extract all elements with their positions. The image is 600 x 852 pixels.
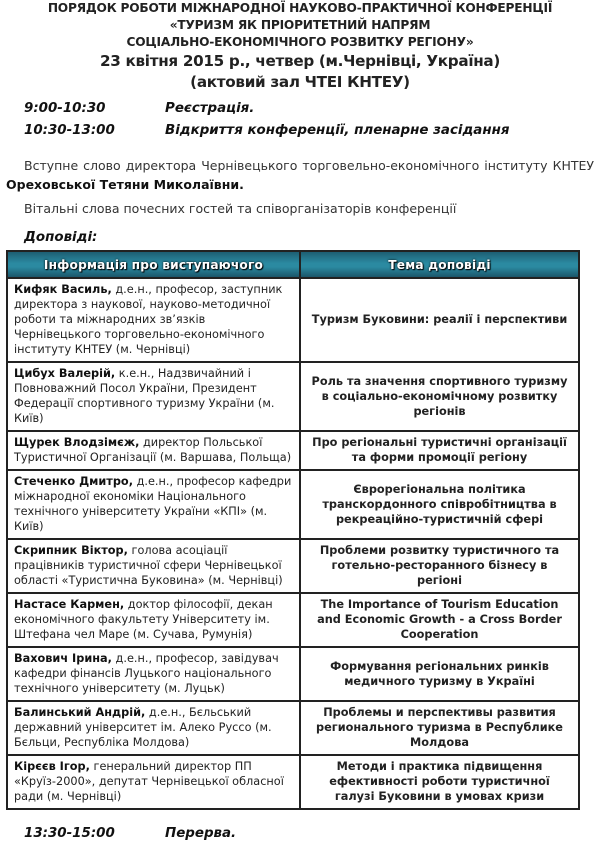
report-topic-cell: Про регіональні туристичні організації та форми промоції регіону: [300, 431, 579, 470]
speaker-info-cell: [7, 431, 300, 470]
report-topic-cell: Формування регіональних ринків медичного туризму в Україні: [300, 647, 579, 701]
table-row: [7, 431, 579, 470]
schedule-time: 13:30-15:00: [24, 826, 115, 841]
table-row: [7, 647, 579, 701]
conference-title-line-1: ПОРЯДОК РОБОТИ МІЖНАРОДНОЇ НАУКОВО-ПРАКТИЧНОЇ КОНФЕРЕНЦІЇ: [47, 1, 553, 15]
speaker-info-cell: [7, 701, 300, 755]
speaker-name: Настасе Кармен,: [14, 598, 125, 611]
opening-speech-paragraph: [0, 156, 600, 194]
reports-heading: Доповіді:: [24, 230, 98, 245]
report-topic-cell: Проблемы и перспективы развития регионального туризма в Республике Молдова: [300, 701, 579, 755]
conference-date: 23 квітня 2015 р., четвер (м.Чернівці, Україна): [99, 52, 501, 70]
speakers-table: [6, 250, 580, 810]
conference-venue: (актовий зал ЧТЕІ КНТЕУ): [190, 73, 410, 91]
schedule-time: 10:30-13:00: [24, 123, 115, 138]
schedule-event: Реєстрація.: [165, 101, 255, 116]
speaker-info-cell: [7, 539, 300, 593]
speaker-info-cell: [7, 470, 300, 539]
speaker-name: Цибух Валерій,: [14, 367, 116, 380]
speaker-info-cell: [7, 755, 300, 809]
greetings-paragraph: Вітальні слова почесних гостей та співорганізаторів конференції: [24, 201, 457, 216]
opening-speech-text: Вступне слово директора Чернівецького торговельно-економічного інституту КНТЕУ: [24, 158, 594, 173]
schedule-item-opening: [24, 120, 600, 142]
document-header: [0, 0, 600, 93]
speaker-name: Кифяк Василь,: [14, 283, 112, 296]
schedule-item-break: [24, 824, 600, 844]
report-topic-cell: Туризм Буковини: реалії і перспективи: [300, 278, 579, 362]
schedule-event: Відкриття конференції, пленарне засідання: [165, 123, 510, 138]
speaker-info-cell: [7, 362, 300, 431]
speaker-name: Балинський Андрій,: [14, 706, 146, 719]
table-row: [7, 593, 579, 647]
report-topic-cell: Єврорегіональна політика транскордонного співробітництва в рекреаційно-туристичній сфері: [300, 470, 579, 539]
speaker-details: к.е.н., Надзвичайний і Повноважний Посол України, Президент Федерації спортивного туризму України (м. Київ): [14, 367, 275, 425]
schedule-time: 9:00-10:30: [24, 101, 106, 116]
column-header-report-topic: Тема доповіді: [300, 251, 579, 278]
speaker-info-cell: [7, 593, 300, 647]
speaker-details: д.е.н., професор, завідувач кафедри фінансів Луцького національного технічного університету (м. Луцьк): [14, 652, 279, 695]
table-row: [7, 755, 579, 809]
table-header-row: [7, 251, 579, 278]
conference-title-line-2: «ТУРИЗМ ЯК ПРІОРИТЕТНИЙ НАПРЯМ: [169, 18, 431, 32]
speaker-info-cell: [7, 647, 300, 701]
speaker-name: Щурек Влодзімєж,: [14, 436, 140, 449]
table-row: [7, 470, 579, 539]
conference-title-line-3: СОЦІАЛЬНО-ЕКОНОМІЧНОГО РОЗВИТКУ РЕГІОНУ»: [126, 35, 474, 49]
report-topic-cell: Проблеми розвитку туристичного та готельно-ресторанного бізнесу в регіоні: [300, 539, 579, 593]
table-row: [7, 701, 579, 755]
table-row: [7, 539, 579, 593]
speakers-table-wrapper: [6, 250, 578, 810]
speaker-details: д.е.н., Бєльський державний університет ім. Алеко Руссо (м. Бєльци, Республіка Молдова): [14, 706, 272, 749]
director-name: Ореховської Тетяни Миколаївни.: [6, 177, 244, 192]
schedule-event: Перерва.: [165, 826, 237, 841]
table-row: [7, 278, 579, 362]
speaker-details: доктор філософії, декан економічного факультету Університету ім. Штефана чел Маре (м. Сучава, Румунія): [14, 598, 273, 641]
column-header-speaker-info: Інформація про виступаючого: [7, 251, 300, 278]
speaker-details: д.е.н., професор, заступник директора з наукової, науково-методичної роботи та міжнародних зв’язків Чернівецького торговельно-економічного інституту КНТЕУ (м. Чернівці): [14, 283, 283, 356]
speaker-details: голова асоціації працівників туристичної сфери Чернівецької області «Туристична Буковина» (м. Чернівці): [14, 544, 283, 587]
speaker-name: Стеченко Дмитро,: [14, 475, 133, 488]
report-topic-cell: Методи і практика підвищення ефективності роботи туристичної галузі Буковини в умовах кризи: [300, 755, 579, 809]
speaker-info-cell: [7, 278, 300, 362]
speaker-details: генеральний директор ПП «Круїз-2000», депутат Чернівецької обласної ради (м. Чернівці): [14, 760, 284, 803]
schedule-item-registration: [24, 98, 600, 120]
speaker-details: д.е.н., професор кафедри міжнародної економіки Національного технічного університету України «КПІ» (м. Київ): [14, 475, 292, 533]
speaker-name: Вахович Ірина,: [14, 652, 112, 665]
report-topic-cell: The Importance of Tourism Education and Economic Growth - a Cross Border Cooperation: [300, 593, 579, 647]
table-row: [7, 362, 579, 431]
speaker-details: директор Польської Туристичної Організації (м. Варшава, Польща): [14, 436, 292, 464]
report-topic-cell: Роль та значення спортивного туризму в соціально-економічному розвитку регіонів: [300, 362, 579, 431]
speaker-name: Скрипник Віктор,: [14, 544, 128, 557]
table-body: [7, 278, 579, 809]
speaker-name: Кірєєв Ігор,: [14, 760, 90, 773]
